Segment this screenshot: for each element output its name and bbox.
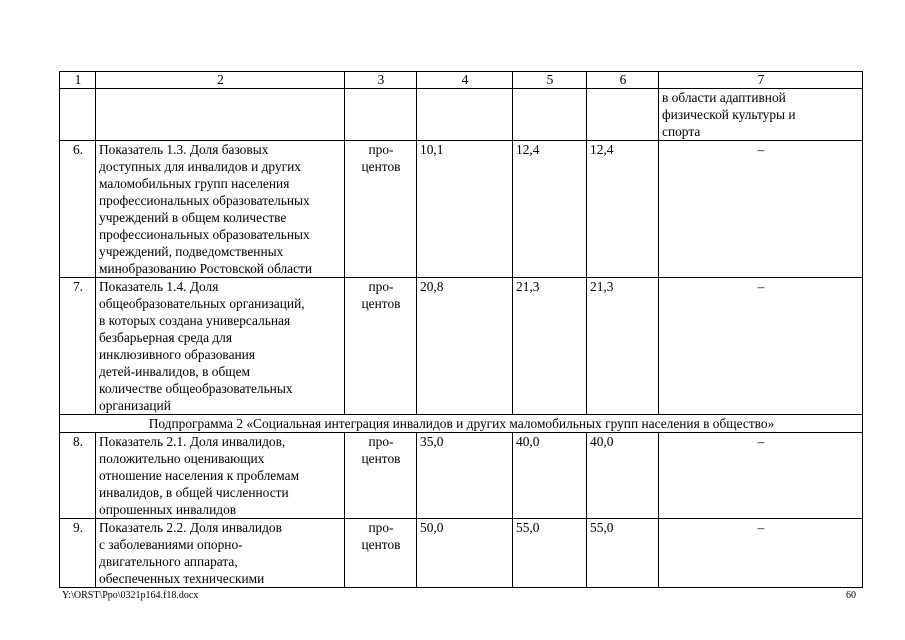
note-line: спорта — [662, 124, 701, 139]
indicator-name-line: количестве общеобразовательных — [99, 381, 293, 396]
value-col4: 50,0 — [417, 519, 513, 588]
header-cell: 3 — [345, 72, 417, 89]
header-cell: 2 — [96, 72, 345, 89]
indicator-name-line: детей-инвалидов, в общем — [99, 364, 250, 379]
indicator-name-line: обеспеченных техническими — [99, 571, 265, 586]
table-header-row — [60, 72, 863, 89]
indicator-name-line: инвалидов, в общей численности — [99, 485, 289, 500]
indicator-name — [96, 141, 345, 278]
unit-line: про- — [368, 142, 394, 157]
value-col4: 35,0 — [417, 433, 513, 519]
page-number: 60 — [846, 590, 856, 601]
indicator-name-line: отношение населения к проблемам — [99, 468, 300, 483]
unit-line: центов — [361, 537, 401, 552]
indicator-name-line: профессиональных образовательных — [99, 227, 310, 242]
table-row — [60, 278, 863, 415]
indicator-name-line: минобразованию Ростовской области — [99, 261, 313, 276]
empty-cell — [60, 89, 96, 141]
indicator-name-line: Показатель 1.3. Доля базовых — [99, 142, 269, 157]
indicator-name-line: с заболеваниями опорно- — [99, 537, 243, 552]
note-line: в области адаптивной — [662, 90, 786, 105]
note-cell: – — [659, 141, 863, 278]
table-row — [60, 433, 863, 519]
row-number: 9. — [60, 519, 96, 588]
indicator-name-line: положительно оценивающих — [99, 451, 265, 466]
indicator-name-line: учреждений в общем количестве — [99, 210, 287, 225]
note-line: физической культуры и — [662, 107, 796, 122]
indicator-name-line: опрошенных инвалидов — [99, 502, 237, 517]
unit — [345, 433, 417, 519]
value-col6: 55,0 — [587, 519, 659, 588]
indicator-name-line: двигательного аппарата, — [99, 554, 238, 569]
header-cell: 4 — [417, 72, 513, 89]
indicator-name — [96, 433, 345, 519]
header-cell: 1 — [60, 72, 96, 89]
value-col5: 40,0 — [513, 433, 587, 519]
indicator-name-line: Показатель 2.1. Доля инвалидов, — [99, 434, 286, 449]
unit — [345, 278, 417, 415]
footer-file-path: Y:\ORST\Ppo\0321p164.f18.docx — [62, 590, 199, 601]
indicator-name-line: инклюзивного образования — [99, 347, 255, 362]
indicators-table — [59, 71, 863, 588]
unit — [345, 519, 417, 588]
indicator-name-line: Показатель 2.2. Доля инвалидов — [99, 520, 282, 535]
indicator-name-line: профессиональных образовательных — [99, 193, 310, 208]
indicator-name-line: доступных для инвалидов и других — [99, 159, 301, 174]
empty-cell — [587, 89, 659, 141]
table-row — [60, 141, 863, 278]
value-col6: 40,0 — [587, 433, 659, 519]
value-col4: 10,1 — [417, 141, 513, 278]
value-col5: 21,3 — [513, 278, 587, 415]
indicator-name-line: организаций — [99, 398, 171, 413]
section-title: Подпрограмма 2 «Социальная интеграция инвалидов и других маломобильных групп населения в общество» — [60, 415, 863, 433]
empty-cell — [417, 89, 513, 141]
unit-line: про- — [368, 520, 394, 535]
header-cell: 5 — [513, 72, 587, 89]
unit-line: центов — [361, 451, 401, 466]
note-cell: – — [659, 278, 863, 415]
value-col5: 12,4 — [513, 141, 587, 278]
value-col4: 20,8 — [417, 278, 513, 415]
indicator-name-line: безбарьерная среда для — [99, 330, 233, 345]
value-col6: 21,3 — [587, 278, 659, 415]
value-col5: 55,0 — [513, 519, 587, 588]
empty-cell — [96, 89, 345, 141]
row-number: 7. — [60, 278, 96, 415]
section-row — [60, 415, 863, 433]
note-cell — [659, 89, 863, 141]
header-cell: 6 — [587, 72, 659, 89]
table-row — [60, 519, 863, 588]
indicator-name-line: общеобразовательных организаций, — [99, 296, 305, 311]
note-cell: – — [659, 519, 863, 588]
indicator-name-line: в которых создана универсальная — [99, 313, 291, 328]
indicator-name — [96, 519, 345, 588]
indicator-name-line: Показатель 1.4. Доля — [99, 279, 219, 294]
header-cell: 7 — [659, 72, 863, 89]
indicator-name-line: маломобильных групп населения — [99, 176, 290, 191]
note-cell: – — [659, 433, 863, 519]
unit-line: про- — [368, 279, 394, 294]
indicator-name-line: учреждений, подведомственных — [99, 244, 284, 259]
row-number: 6. — [60, 141, 96, 278]
value-col6: 12,4 — [587, 141, 659, 278]
unit-line: про- — [368, 434, 394, 449]
indicator-name — [96, 278, 345, 415]
empty-cell — [513, 89, 587, 141]
empty-cell — [345, 89, 417, 141]
unit — [345, 141, 417, 278]
unit-line: центов — [361, 159, 401, 174]
row-number: 8. — [60, 433, 96, 519]
unit-line: центов — [361, 296, 401, 311]
continuation-row — [60, 89, 863, 141]
